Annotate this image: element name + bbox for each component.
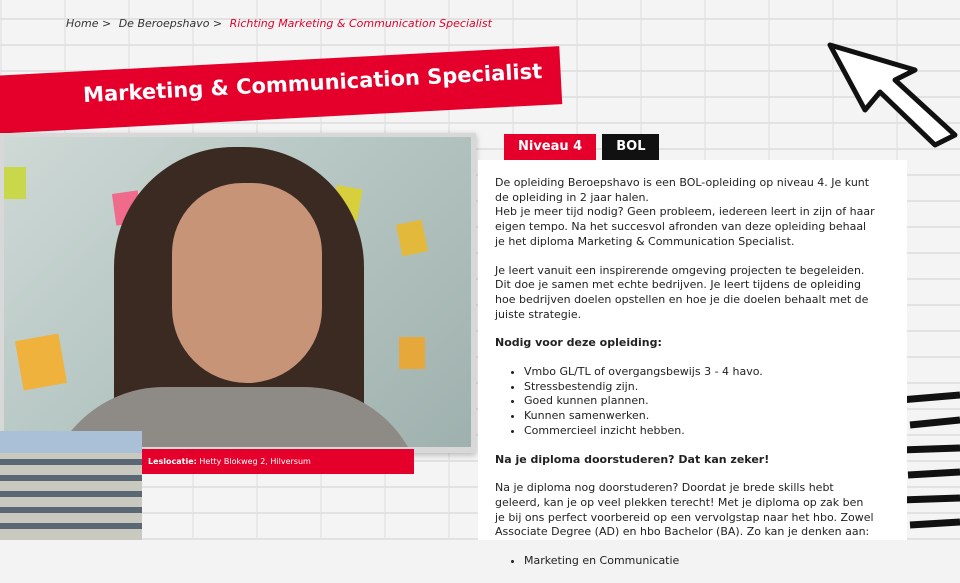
sticky-note: [4, 167, 26, 199]
breadcrumb-beroepshavo[interactable]: De Beroepshavo >: [118, 17, 223, 30]
arrow-icon: [820, 40, 960, 150]
type-badge: BOL: [602, 134, 659, 160]
page-title: Marketing & Communication Specialist: [82, 59, 543, 108]
list-item: • Kunnen samenwerken.: [524, 409, 875, 424]
intro-paragraph: [495, 176, 875, 250]
sticky-note: [15, 334, 67, 391]
course-description: [495, 176, 875, 583]
requirements-list: [495, 365, 875, 439]
list-item: • Goed kunnen plannen.: [524, 394, 875, 409]
student-photo-frame: [0, 133, 476, 453]
level-badge: Niveau 4: [504, 134, 596, 160]
stripes-right-icon: [900, 380, 960, 540]
list-item: • Vmbo GL/TL of overgangsbewijs 3 - 4 havo.: [524, 365, 875, 380]
list-item: • Stressbestendig zijn.: [524, 380, 875, 395]
list-item: • Marketing en Communicatie: [524, 554, 875, 569]
list-item: • Commercieel inzicht hebben.: [524, 424, 875, 439]
sticky-note: [399, 337, 425, 369]
breadcrumb-current: Richting Marketing & Communication Specialist: [229, 17, 492, 30]
intro-line-1: De opleiding Beroepshavo is een BOL-opleiding op niveau 4. Je kunt de opleiding in 2 jaar halen.: [495, 176, 870, 204]
breadcrumb-home[interactable]: Home >: [66, 17, 112, 30]
intro-line-2: Heb je meer tijd nodig? Geen probleem, iedereen leert in zijn of haar eigen tempo. Na het succesvol afronden van deze opleiding behaal je het diploma Marketing & Communication Specialist.: [495, 205, 875, 248]
student-face: [172, 183, 322, 383]
building-photo: [0, 431, 142, 540]
location-label: Leslocatie:: [148, 457, 197, 466]
study-paragraph: Na je diploma nog doorstuderen? Doordat je brede skills hebt geleerd, kan je op veel plekken terecht! Met je diploma op zak ben je bij ons perfect voorbereid op een vervolgstap naar het hbo. Zowel Associate Degree (AD) en hbo Bachelor (BA). Zo kan je denken aan:: [495, 481, 874, 539]
student-photo: [4, 137, 471, 447]
location-bar: [142, 449, 414, 474]
requirements-heading: Nodig voor deze opleiding:: [495, 336, 662, 350]
badges: [504, 134, 659, 160]
study-heading: Na je diploma doorstuderen? Dat kan zeker!: [495, 452, 770, 466]
study-options-list: [495, 554, 875, 569]
sticky-note: [396, 220, 428, 257]
breadcrumb: [66, 17, 496, 30]
location-value: Hetty Blokweg 2, Hilversum: [199, 457, 311, 466]
projects-paragraph: Je leert vanuit een inspirerende omgeving projecten te begeleiden. Dit doe je samen met echte bedrijven. Je leert tijdens de opleiding hoe bedrijven doelen opstellen en hoe je die doelen behaalt met de juiste strategie.: [495, 263, 869, 321]
